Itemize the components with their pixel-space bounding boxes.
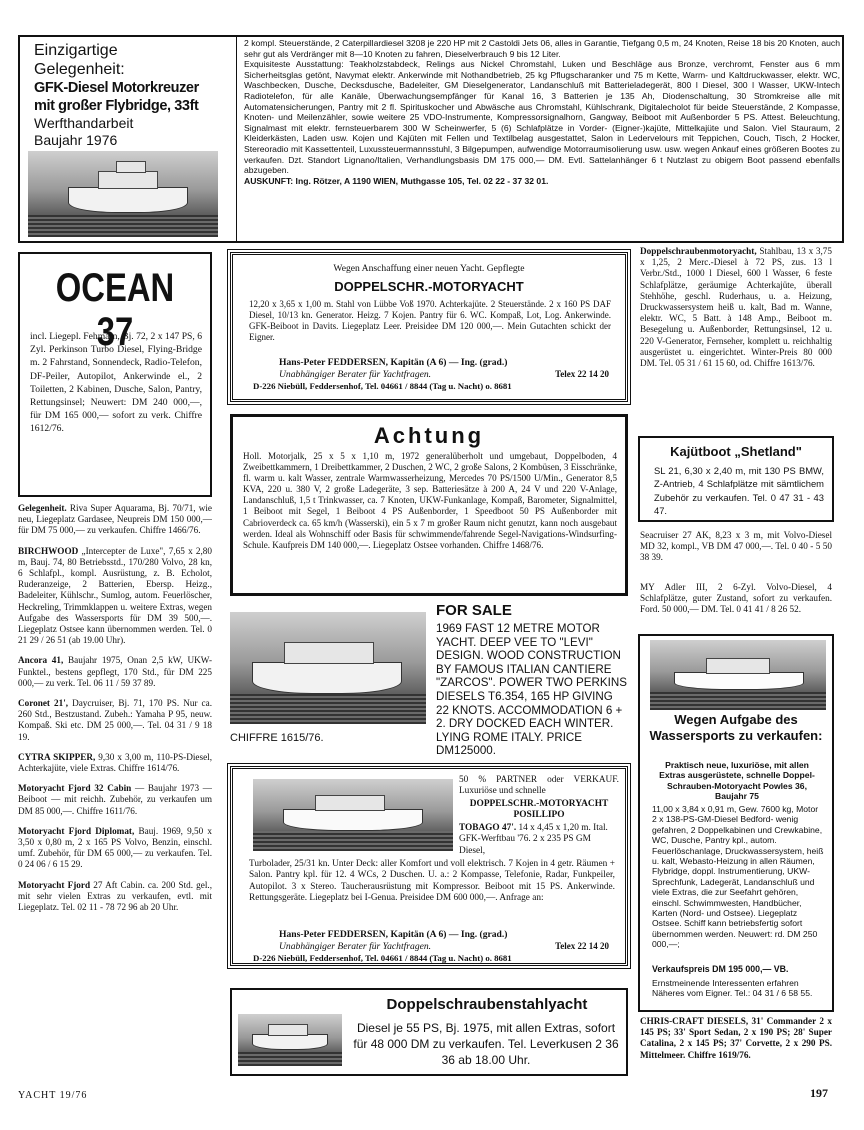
ad-gfk-body (244, 38, 840, 186)
achtung-title: Achtung (373, 423, 485, 448)
ad-shetland (638, 436, 834, 522)
headline-line-2: Gelegenheit: (34, 61, 125, 78)
powles-boat-photo (650, 640, 826, 710)
list-item: Motoryacht Fjord Diplomat, Bauj. 1969, 9,50 x 3,50 x 0,80 m, 2 x 165 PS Volvo, Benzin, einschl. umf. Zubehör, für DM 65 000,— zu verkaufen. Tel. 0 24 06 / 6 15 29. (18, 825, 213, 870)
feddersen2-name: Hans-Peter FEDDERSEN, Kapitän (A 6) — Ing. (grad.) (279, 929, 508, 940)
list-item: Motoryacht Fjord 27 Aft Cabin. ca. 200 Std. gel., mit sehr vielen Extras zu verkaufen, evtl. mit Liegeplatz. Tel. 02 11 - 78 72 96 ab 20 Uhr. (18, 879, 213, 913)
headline-line-6: Baujahr 1976 (34, 132, 118, 148)
achtung-body: Holl. Motorjalk, 25 x 5 x 1,10 m, 1972 generalüberholt und umgebaut, Doppelboden, 4 Zweibettkammern, 1 Dreibettkammer, 2 Duschen, 2 WC, 2 große Salons, 2 Kombüsen, 3 Eisschränke, fl. warm u. kalt Wasser, zentrale Warmwasserheizung, Mercedes 70 PS/1500 U/Min., Generator 8,5 KVA, 220 u. 380 V, 2 große Ladegeräte, 3 sep. Batteriesätze à 200 A, 24 V und 220 V-Anlage, Landanschluß, 1,5 t Trinkwasser, ca. 7 Knoten, UKW-Funkanlage, Kompaß, Barometer, Signalmittel, 1 Beiboot mit Segel, 1 Beiboot 4 PS Außenborder, 1 Speedboot 50 PS Außenborder mit Cabrioverdeck ca. 65 km/h (Wasserski), ein 5 x 7 m großer Raum nicht genutzt, kann noch ausgebaut werden. Ideal als Wohnschiff oder Basis für schwimmende/fahrende Segel-Navigations-Windsurfing-Schule. Kaufpreis DM 140 000,—. Liegeplatz Ostsee vorhanden. Chiffre 1468/76. (243, 451, 617, 550)
list-item: Motoryacht Fjord 32 Cabin — Baujahr 1973 — Beiboot — mit reichh. Zubehör, zu verkaufen um DM 85 000,—. Chiffre 1611/76. (18, 783, 212, 816)
feddersen1-intro: Wegen Anschaffung einer neuen Yacht. Gepflegte (333, 263, 525, 274)
stahlyacht-body: Diesel je 55 PS, Bj. 1975, mit allen Extras, sofort für 48 000 DM zu verkaufen. Tel. Leverkusen 2 36 36 ab 18.00 Uhr. (353, 1021, 619, 1067)
ad-feddersen-2 (230, 766, 628, 966)
for-sale-body: 1969 FAST 12 METRE MOTOR YACHT. DEEP VEE TO "LEVI" DESIGN. WOOD CONSTRUCTION BY FAMOUS ITALIAN CANTIERE "ZARCOS". POWER TWO PERKINS DIESELS T6.354, 165 HP GIVING 22 KNOTS. ACCOMMODATION 6 + 2. DRY DOCKED EACH WINTER. LYING ROME ITALY. PRICE DM125000. (436, 622, 627, 758)
ad-stahlyacht (230, 988, 628, 1076)
wegen-lead: Praktisch neue, luxuriöse, mit allen Extras ausgerüstete, schnelle Doppel-Schrauben-Motoryacht Powles 36, Baujahr 75 (659, 760, 815, 802)
headline-line-5: Werfthandarbeit (34, 115, 134, 131)
wegen-body: 11,00 x 3,84 x 0,91 m, Gew. 7600 kg, Motor 2 x 138-PS-GM-Diesel Bedford- wenig gefahren, 2 Doppelkabinen und Crewkabine, WC, Dusche, Pantry kpl., autom. Feuerlöschanlage, Druckwassersystem, heiß u. kalt, Webasto-Heizung in allen Räumen, Flybridge, doppl. Instrumentierung, UKW-Sprechfunk, Ladegerät, Landanschluß und viele Extras, die zur Seefahrt gehören, einschl. Schwimmwesten, Handbücher, Karten (Nord- und Ostsee). Liegeplatz Ostsee. Schiff kann betriebsfertig sofort übernommen werden. Neuwert: rd. DM 250 000,—; (652, 804, 824, 950)
ad-feddersen-1 (230, 252, 628, 402)
list-item: CYTRA SKIPPER, 9,30 x 3,00 m, 110-PS-Diesel, Achterkajüte, viele Extras. Chiffre 1614/76. (18, 751, 212, 774)
ad-seacruiser: Seacruiser 27 AK, 8,23 x 3 m, mit Volvo-Diesel MD 32, kompl., VB DM 47 000,—. Tel. 0 40 - 5 50 38 39. (640, 530, 832, 563)
left-classifieds (18, 503, 212, 913)
feddersen2-title: DOPPELSCHR.-MOTORYACHT POSILLIPO (469, 799, 609, 821)
feddersen1-address: D-226 Niebüll, Feddersenhof, Tel. 04661 / 8844 (Tag u. Nacht) o. 8681 (253, 381, 512, 391)
feddersen2-body: Turbolader, 25/31 kn. Unter Deck: aller Komfort und voll elektrisch. 7 Kojen in 4 getr. Räumen + Salon. Pantry kpl. für 12. 4 WCs, 2 Duschen. U. a.: 2 Kompasse, Telefonie, Radar, Funkpeiler, Autopilot. 3 x Stereo. Taucherausrüstung mit Kompressor. Beiboot mit 15 PS. Ankerwinde. Rettungsgeräte. Liegeplatz bei I-Genua. Preisidee DM 600 000,—. Anfrage an: (249, 859, 615, 903)
list-item: Coronet 21', Daycruiser, Bj. 71, 170 PS. Nur ca. 260 Std., Bestzustand. Zubeh.: Yamaha P 95, neuw. Kompaß. Ski etc. DM 25 000,—. Tel. 04 31 / 9 18 19. (18, 698, 213, 742)
ad-gfk-equipment: Exquisiteste Ausstattung: Teakholzstabdeck, Relings aus Nickel Chromstahl, Luken und Beschläge aus Bronze, verchromt, Fenster aus 6 mm Sicherheitsglas getönt, Navymat elektr. Ankerwinde mit Nothandbetrieb, 25 kg Pflugscharanker und 75 m Kette, Warm- und Kaltdruckwasser, elektr. WC, Waschbecken, Dusche, Decksdusche, Badeleiter, GM Dieselgenerator, Landanschluß mit Batterieladegerät, 800 l Diesel, 300 l Wasser, UKW-Intech Radiotelefon, für alle Kanäle, Überwachungsempfänger für Kanal 16, 3 Batterien je 135 Ah, Diodenschaltung, 30 Stromkreise alle mit Automatensicherungen, Pantry mit 2 fl. Spirituskocher und Abwäsche aus Chromstahl, Kühlschrank, Digitalecholot für beide Steuerstände, 2 Kompasse, Knoten- und Meilenzähler, sowie weitere 25 VDO-Instrumente, Kompressorsignalhorn, Gangway, Beiboot mit Außenborder 5 PS. Attest. Beleuchtung, Signalmast mit elektr. fernsteuerbarem 300 W Scheinwerfer, 5 (6) Schlafplätze in Vorder- (Eigner-)kajüte, Mittelkajüte und Salon. Viel Stauraum, 2 Kleiderkästen, Laden usw. Kojen und Kajüten mit Fellen und Textilbelag ausgestattet, Salon in Ledervelours mit Teppichen, Couch, Tisch, 2 Hocker, Stereoradio mit Kassettenteil, Luxussteuermannsstuhl, 3 Bilgepumpen, aufwendige Motorraumisolierung usw. usw. wegen Ankauf eines größeren Bootes zu verkaufen. Dzt. Standort Lignano/Italien, Verhandlungsbasis DM 175 000,— DM. Evtl. Sattelanhänger 6 t Nutzlast zu obigem Boot passend ebenfalls abzugeben. (244, 59, 840, 176)
feddersen2-address: D-226 Niebüll, Feddersenhof, Tel. 04661 / 8844 (Tag u. Nacht) o. 8681 (253, 953, 512, 963)
stahlyacht-title: Doppelschraubenstahlyacht (386, 996, 588, 1013)
headline-line-4: mit großer Flybridge, 33ft (34, 98, 199, 114)
ad-gfk-specs: 2 kompl. Steuerstände, 2 Caterpillardiesel 3208 je 220 HP mit 2 Castoldi Jets 06, alles in Garantie, Tiefgang 0,5 m, 24 Knoten, Reise 18 bis 20 Knoten, auch sehr gut als Verdränger mit 8—10 Knoten zu fahren, Dieselverbrauch 9 bis 12 Liter. (244, 38, 840, 59)
feddersen1-body: 12,20 x 3,65 x 1,00 m. Stahl von Lübbe Voß 1970. Achterkajüte. 2 Steuerstände. 2 x 160 PS DAF Diesel, 10/13 kn. Generator. Heizg. 7 Kojen. Pantry für 6. WC. Kompaß, Lot, Log. Ankerwinde. GFK-Beiboot in Davits. Liegeplatz Leer. Preisidee DM 120 000,—. Mein Gutachten schickt der Eigner. (249, 299, 611, 342)
ad-gfk-headline (34, 41, 234, 149)
wegen-tail: Ernstmeinende Interessenten erfahren Näheres vom Eigner. Tel.: 04 31 / 6 58 55. (652, 978, 813, 999)
ad-chris-craft: CHRIS-CRAFT DIESELS, 31' Commander 2 x 145 PS; 33' Sport Sedan, 2 x 190 PS; 28' Super Catalina, 2 x 145 PS; 37' Corvette, 2 x 290 PS. Mittelmeer. Chiffre 1619/76. (640, 1016, 832, 1060)
ad-gfk-contact: AUSKUNFT: Ing. Rötzer, A 1190 WIEN, Muthgasse 105, Tel. 02 22 - 37 32 01. (244, 175, 549, 186)
feddersen1-telex: Telex 22 14 20 (555, 369, 609, 379)
ocean-title: OCEAN 37 (55, 266, 175, 354)
feddersen2-sub: Unabhängiger Berater für Yachtfragen. (279, 941, 432, 952)
ad-wegen-aufgabe (638, 634, 834, 1012)
list-item: BIRCHWOOD „Intercepter de Luxe", 7,65 x 2,80 m, Bauj. 74, 80 Betriebsstd., 170/280 Volvo, 28 kn, 6 Schlafpl., kompl. Ausrüstung, z. B. Echolot, Ruderanzeige, 2 Batterien, Ebersp. Heizg., Badeleiter, Kühlschr., Sumlog, autom. Feuerlöscher, Heckreling, Trimmklappen u. weitere Extras, wegen Aufgabe des Wassersports für DM 39 500,—. Liegeplatz Ostsee kann übernommen werden. Tel. 0 21 29 / 26 51 (ab 19.00 Uhr). (18, 545, 212, 646)
list-item: Gelegenheit. Riva Super Aquarama, Bj. 70/71, wie neu, Liegeplatz Gardasee, Neupreis DM 150 000,— für DM 75 000,— zu verkaufen. Chiffre 1466/76. (18, 503, 213, 536)
wegen-title: Wegen Aufgabe des Wassersports zu verkaufen: (649, 712, 823, 743)
ad-ocean-37 (18, 252, 212, 497)
ad-my-adler: MY Adler III, 2 6-Zyl. Volvo-Diesel, 4 Schlafplätze, guter Zustand, sofort zu verkaufen. Ford. 50 000,— DM. Tel. 0 41 41 / 8 26 52. (640, 582, 832, 615)
shetland-title: Kajütboot „Shetland" (670, 444, 802, 459)
feddersen2-telex: Telex 22 14 20 (555, 941, 609, 951)
ad-achtung (230, 414, 628, 596)
feddersen1-name: Hans-Peter FEDDERSEN, Kapitän (A 6) — Ing. (grad.) (279, 357, 508, 368)
for-sale-chiffre: CHIFFRE 1615/76. (230, 732, 324, 744)
footer-issue: YACHT 19/76 (18, 1090, 88, 1101)
feddersen1-title: DOPPELSCHR.-MOTORYACHT (334, 279, 524, 294)
for-sale-boat-photo (230, 612, 426, 724)
wegen-price: Verkaufspreis DM 195 000,— VB. (652, 964, 789, 974)
page-number: 197 (810, 1086, 828, 1100)
tobago-boat-photo (253, 779, 453, 851)
ad-doppelschrauben: Doppelschraubenmotoryacht, Stahlbau, 13 x 3,75 x 1,25, 2 Merc.-Diesel à 72 PS, zus. 13 l Verbr./Std., 1000 l Diesel, 600 l Wasser, 6 feste Schlafplätze, geräumige Achterkajüte, überall Stehhöhe, geschl. Ruderhaus, u. a. Heizung, Druckwassersystem heiß u. kalt, Bad m. Wanne, elektr. WC, 5 Batt. à 148 Amp., Beiboot m. Besegelung u. Außenborder, Rettungsinsel, 12 u. 220 V-Generator, Fernseher, komplett u. reichhaltig ausgerüstet u. eingerichtet. Winter-Preis 80 000 DM. Tel. 05 31 / 61 15 60, od. Chiffre 1613/76. (640, 246, 832, 369)
ad-for-sale (230, 600, 628, 758)
boat-photo (28, 151, 218, 237)
headline-line-3: GFK-Diesel Motorkreuzer (34, 80, 199, 96)
ocean-body: incl. Liegepl. Fehmarn, Bj. 72, 2 x 147 PS, 6 Zyl. Perkinson Turbo Diesel, Flying-Bridge m. 2 Fahrstand, Sonnendeck, Radio-Telefon, DF-Peiler, Autopilot, Ankerwinde el., 2 Toiletten, 2 Kabinen, Dusche, Salon, Pantry, Rettungsinsel; Neuwert: DM 240 000,—, für DM 165 000,— sofort zu verk. Chiffre 1612/76. (30, 331, 202, 435)
for-sale-title: FOR SALE (436, 602, 512, 619)
list-item: Ancora 41, Baujahr 1975, Onan 2,5 kW, UKW-Funktel., bestens gepflegt, 170 Std., für DM 225 000,— zu verk. Tel. 06 11 / 59 37 89. (18, 655, 212, 688)
shetland-body: SL 21, 6,30 x 2,40 m, mit 130 PS BMW, Z-Antrieb, 4 Schlafplätze mit sämtlichem Zubehör zu verkaufen. Tel. 0 47 31 - 43 47. (654, 465, 824, 517)
feddersen2-spec: TOBAGO 47'. 14 x 4,45 x 1,20 m. Ital. GFK-Werftbau '76. 2 x 235 PS GM Diesel, (459, 823, 608, 856)
ad-gfk-diesel (18, 35, 844, 243)
stahlyacht-photo (238, 1014, 342, 1066)
feddersen1-sub: Unabhängiger Berater für Yachtfragen. (279, 369, 432, 380)
headline-line-1: Einzigartige (34, 42, 118, 59)
feddersen2-intro: 50 % PARTNER oder VERKAUF. Luxuriöse und schnelle (459, 775, 619, 797)
